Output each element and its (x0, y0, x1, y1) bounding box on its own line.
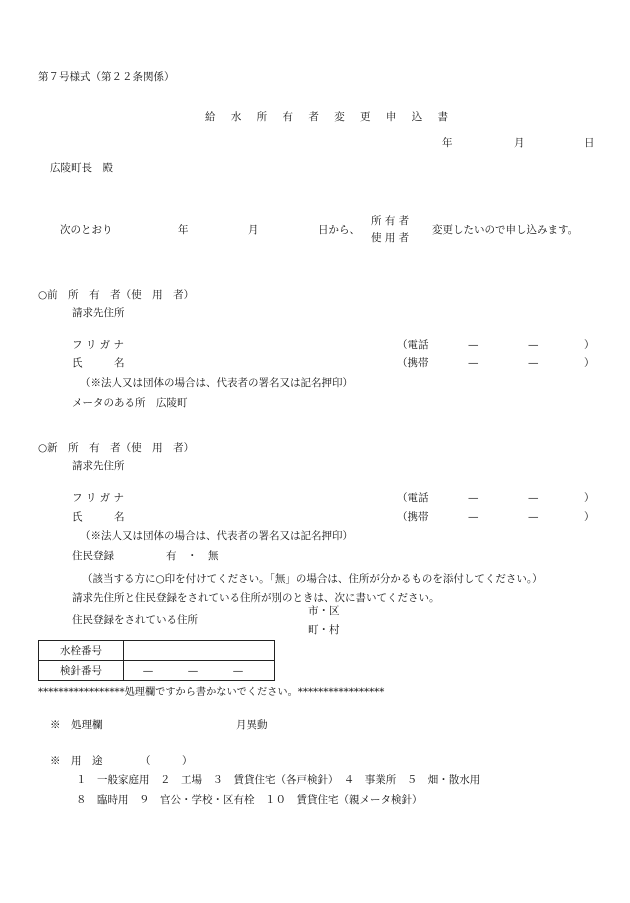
previous-billing-address-label: 請求先住所 (72, 307, 125, 319)
new-mobile-close: ） (584, 511, 595, 523)
form-number: 第７号様式（第２２条関係） (38, 71, 175, 83)
intro-user: 使 用 者 (371, 232, 410, 244)
processing-separator: *****************処理欄ですから書かないでください。***************** (38, 687, 385, 698)
monthly-change-label: 月異動 (236, 719, 268, 731)
previous-phone-dash-2: — (528, 339, 539, 351)
previous-mobile-dash-2: — (528, 357, 539, 369)
resident-registration-label: 住民登録 (72, 550, 114, 562)
new-name-label: 氏 名 (72, 511, 125, 523)
hydrant-number-field[interactable] (124, 641, 275, 661)
new-phone-dash-2: — (528, 492, 539, 504)
usage-label: ※ 用 途 (50, 755, 103, 767)
previous-furigana-label: フ リ ガ ナ (72, 339, 125, 351)
intro-month: 月 (248, 224, 259, 236)
new-furigana-label: フ リ ガ ナ (72, 492, 125, 504)
new-mobile-dash-2: — (528, 511, 539, 523)
meter-location: メータのある所 広陵町 (72, 397, 188, 409)
different-address-note: 請求先住所と住民登録をされている住所が別のときは、次に書いてください。 (72, 592, 440, 604)
addressee: 広陵町長 殿 (50, 162, 113, 174)
hydrant-number-row (39, 641, 275, 661)
date-month: 月 (514, 137, 525, 149)
previous-phone-close: ） (584, 339, 595, 351)
new-owner-heading: ○新 所 有 者（使 用 者） (38, 442, 195, 454)
usage-paren: （ ） (140, 755, 193, 767)
new-mobile-label: （携帯 (397, 511, 429, 523)
new-phone-dash-1: — (468, 492, 479, 504)
resident-registration-yes-no[interactable]: 有 ・ 無 (166, 550, 219, 562)
date-year: 年 (442, 137, 453, 149)
usage-options-line-1: １ 一般家庭用 ２ 工場 ３ 賃貸住宅（各戸検針） ４ 事業所 ５ 畑・散水用 (76, 774, 481, 786)
processing-field-label: ※ 処理欄 (50, 719, 103, 731)
page-title: 給 水 所 有 者 変 更 申 込 書 (205, 111, 455, 123)
city-ward-label: 市・区 (308, 605, 340, 617)
intro-day-from: 日から、 (318, 224, 360, 236)
town-village-label: 町・村 (308, 624, 340, 636)
previous-mobile-label: （携帯 (397, 357, 429, 369)
previous-phone-dash-1: — (468, 339, 479, 351)
previous-mobile-dash-1: — (468, 357, 479, 369)
intro-owner: 所 有 者 (371, 215, 410, 227)
hydrant-number-label: 水栓番号 (39, 641, 124, 661)
intro-year: 年 (178, 224, 189, 236)
new-billing-address-label: 請求先住所 (72, 460, 125, 472)
new-corporate-note: （※法人又は団体の場合は、代表者の署名又は記名押印） (80, 530, 353, 542)
previous-name-label: 氏 名 (72, 357, 125, 369)
new-mobile-dash-1: — (468, 511, 479, 523)
previous-mobile-close: ） (584, 357, 595, 369)
intro-prefix: 次のとおり (60, 224, 113, 236)
registered-address-label: 住民登録をされている住所 (72, 614, 198, 626)
meter-reading-number-label: 検針番号 (39, 661, 124, 681)
new-phone-label: （電話 (397, 492, 429, 504)
new-phone-close: ） (584, 492, 595, 504)
registration-note: （該当する方に○印を付けてください。「無」の場合は、住所が分かるものを添付してください。） (82, 573, 543, 585)
previous-corporate-note: （※法人又は団体の場合は、代表者の署名又は記名押印） (80, 377, 353, 389)
previous-owner-heading: ○前 所 有 者（使 用 者） (38, 289, 195, 301)
intro-suffix: 変更したいので申し込みます。 (432, 224, 579, 236)
date-day: 日 (584, 137, 595, 149)
meter-reading-number-row (39, 661, 275, 681)
usage-options-line-2: ８ 臨時用 ９ 官公・学校・区有栓 １０ 賃貸住宅（親メータ検針） (76, 794, 423, 806)
meter-reading-number-field[interactable]: — — — (124, 661, 275, 681)
office-info-table (38, 640, 275, 681)
previous-phone-label: （電話 (397, 339, 429, 351)
